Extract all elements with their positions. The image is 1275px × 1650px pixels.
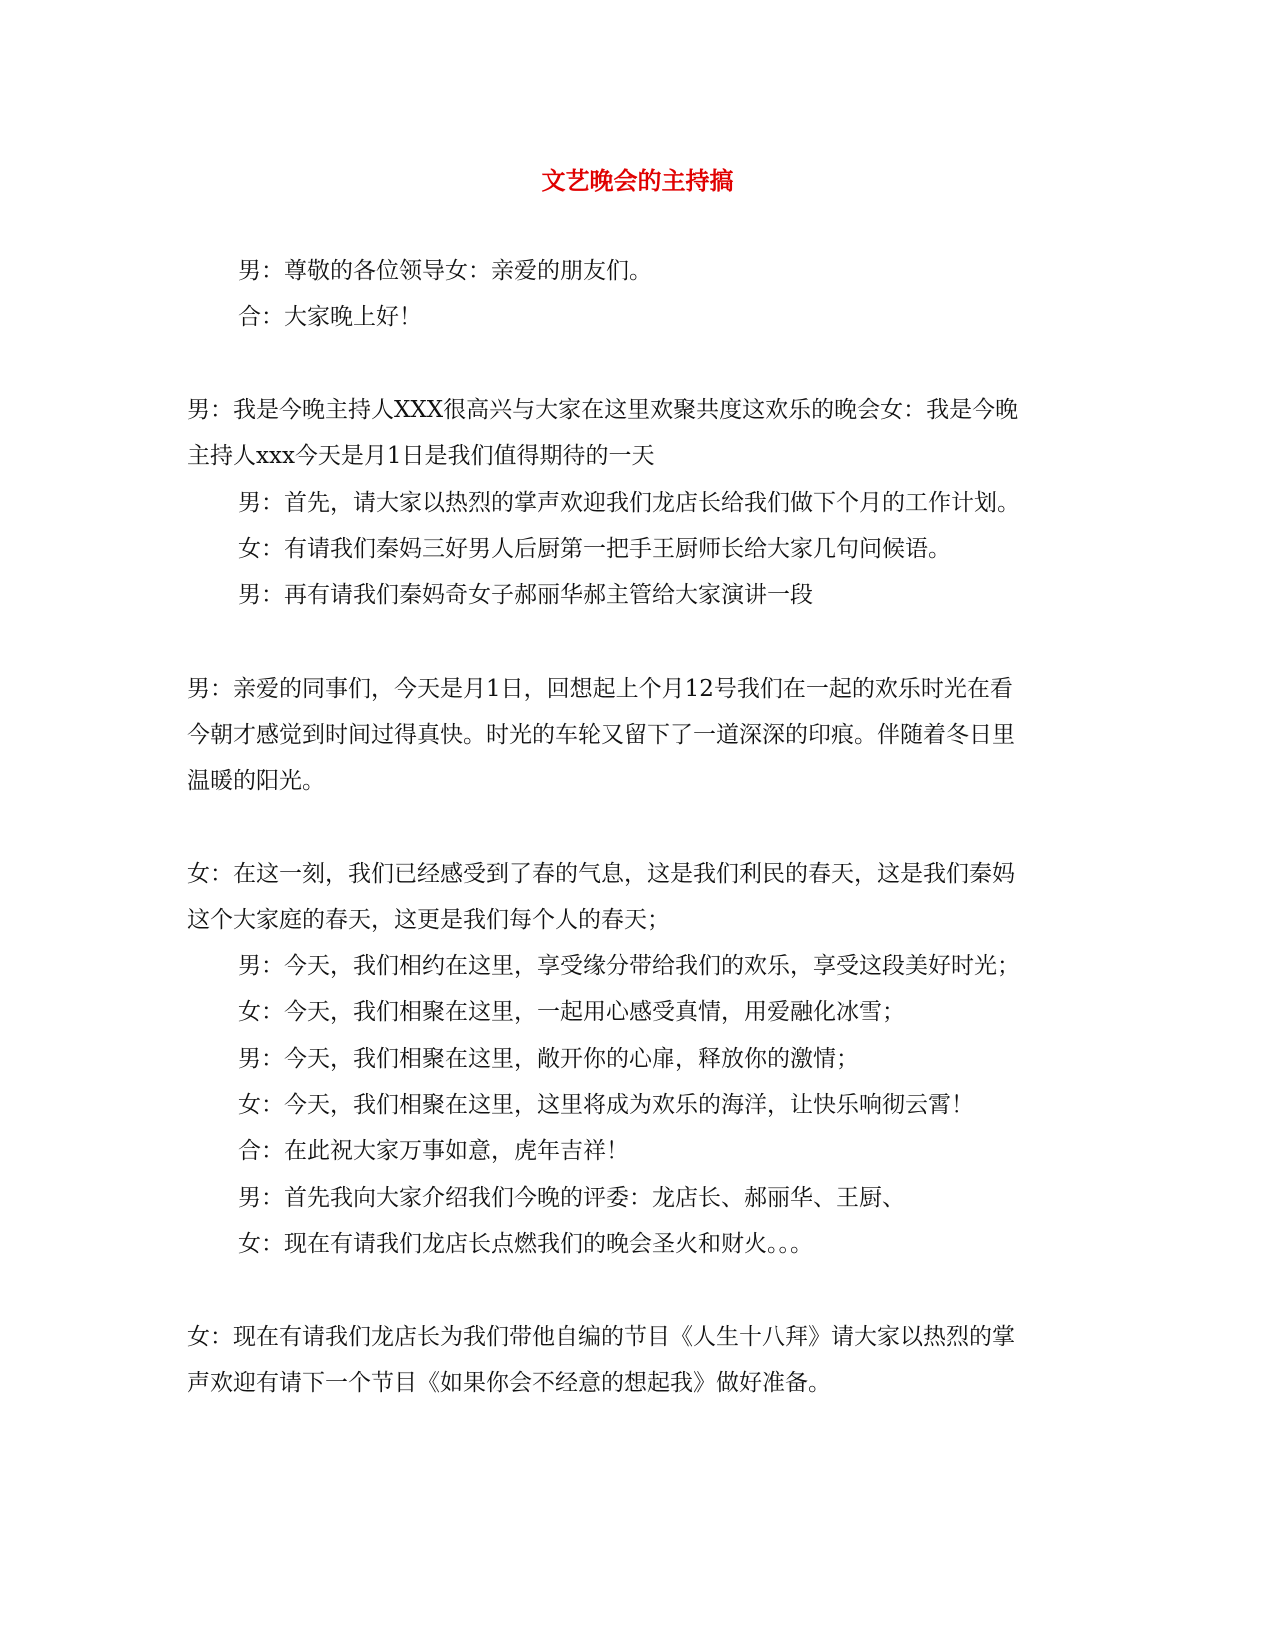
dialogue-line: 温暖的阳光。 xyxy=(187,768,325,794)
dialogue-line: 声欢迎有请下一个节目《如果你会不经意的想起我》做好准备。 xyxy=(187,1370,831,1396)
dialogue-line: 女：现在有请我们龙店长为我们带他自编的节目《人生十八拜》请大家以热烈的掌 xyxy=(187,1324,1015,1350)
dialogue-line: 男：首先，请大家以热烈的掌声欢迎我们龙店长给我们做下个月的工作计划。 xyxy=(238,490,1020,516)
dialogue-line: 女：有请我们秦妈三好男人后厨第一把手王厨师长给大家几句问候语。 xyxy=(238,536,951,562)
dialogue-line: 合：在此祝大家万事如意，虎年吉祥！ xyxy=(238,1138,629,1164)
dialogue-line: 主持人xxx今天是月1日是我们值得期待的一天 xyxy=(187,443,655,469)
dialogue-line: 女：今天，我们相聚在这里，这里将成为欢乐的海洋，让快乐响彻云霄！ xyxy=(238,1092,974,1118)
dialogue-line: 男：我是今晚主持人XXX很高兴与大家在这里欢聚共度这欢乐的晚会女：我是今晚 xyxy=(187,397,1019,423)
dialogue-line: 男：再有请我们秦妈奇女子郝丽华郝主管给大家演讲一段 xyxy=(238,582,813,608)
dialogue-line: 女：在这一刻，我们已经感受到了春的气息，这是我们利民的春天，这是我们秦妈 xyxy=(187,861,1015,887)
dialogue-line: 男：尊敬的各位领导女：亲爱的朋友们。 xyxy=(238,258,652,284)
dialogue-line: 今朝才感觉到时间过得真快。时光的车轮又留下了一道深深的印痕。伴随着冬日里 xyxy=(187,722,1015,748)
dialogue-line: 男：首先我向大家介绍我们今晚的评委：龙店长、郝丽华、王厨、 xyxy=(238,1185,905,1211)
dialogue-line: 女：今天，我们相聚在这里，一起用心感受真情，用爱融化冰雪； xyxy=(238,999,905,1025)
dialogue-line: 女：现在有请我们龙店长点燃我们的晚会圣火和财火。。。 xyxy=(238,1231,813,1257)
dialogue-line: 男：今天，我们相约在这里，享受缘分带给我们的欢乐，享受这段美好时光； xyxy=(238,953,1020,979)
dialogue-line: 合：大家晚上好！ xyxy=(238,304,422,330)
dialogue-line: 男：亲爱的同事们，今天是月1日，回想起上个月12号我们在一起的欢乐时光在看 xyxy=(187,676,1013,702)
dialogue-line: 男：今天，我们相聚在这里，敞开你的心扉，释放你的激情； xyxy=(238,1046,859,1072)
page-title: 文艺晚会的主持搞 xyxy=(541,166,734,195)
dialogue-line: 这个大家庭的春天，这更是我们每个人的春天； xyxy=(187,907,670,933)
